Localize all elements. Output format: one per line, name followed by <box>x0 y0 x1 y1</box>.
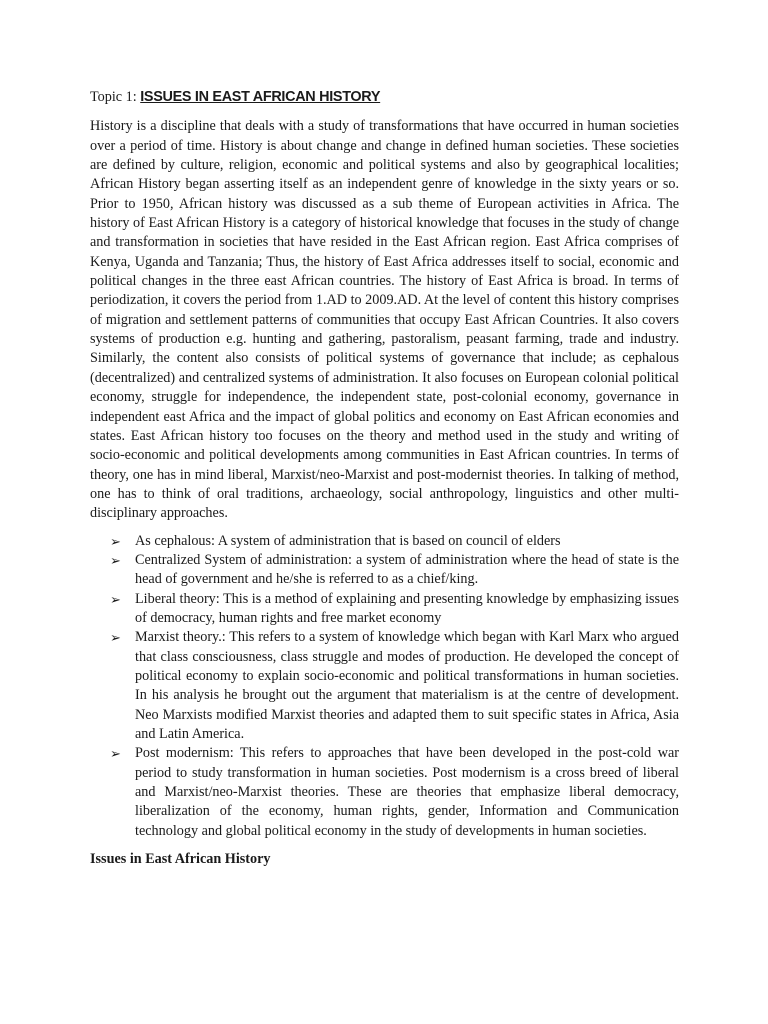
arrow-bullet-icon: ➢ <box>110 552 121 568</box>
topic-title: ISSUES IN EAST AFRICAN HISTORY <box>140 89 381 105</box>
section-heading: Issues in East African History <box>90 851 271 868</box>
arrow-bullet-icon: ➢ <box>110 591 121 607</box>
document-page <box>90 88 679 869</box>
list-item-text: Marxist theory.: This refers to a system of knowledge which began with Karl Marx who argued that class consciousness, class struggle and modes of production. He developed the concept of political economy to explain socio-economic and political transformations in human societies. In his analysis he brought out the argument that materialism is at the centre of development. Neo Marxists modified Marxist theories and adapted them to suit specific states in Africa, Asia and Latin America. <box>135 629 679 742</box>
topic-prefix: Topic 1: <box>90 89 141 105</box>
definition-list <box>90 532 679 842</box>
list-item <box>90 551 679 590</box>
list-item <box>90 590 679 629</box>
list-item <box>90 744 679 841</box>
list-item-text: Post modernism: This refers to approaches that have been developed in the post-cold war period to study transformation in human societies. Post modernism is a cross breed of liberal and Marxist/neo-Marxist theories. These are theories that emphasize liberal democracy, liberalization of the economy, human rights, gender, Information and Communication technology and global political economy in the study of developments in human societies. <box>135 745 679 839</box>
topic-line <box>90 88 679 107</box>
arrow-bullet-icon: ➢ <box>110 746 121 762</box>
list-item-text: Centralized System of administration: a system of administration where the head of state is the head of government and he/she is referred to as a chief/king. <box>135 551 679 588</box>
list-item <box>90 628 679 744</box>
list-item <box>90 532 679 551</box>
intro-paragraph: History is a discipline that deals with a study of transformations that have occurred in human societies over a period of time. History is about change and change in defined human societies. These societies are defined by culture, religion, economic and political systems and also by geographical localities; African History began asserting itself as an independent genre of knowledge in the sixty years or so. Prior to 1950, African history was discussed as a sub theme of European activities in Africa. The history of East African History is a category of historical knowledge that focuses in the study of change and transformation in societies that have resided in the East African region. East Africa comprises of Kenya, Uganda and Tanzania; Thus, the history of East Africa addresses itself to social, economic and political changes in the three east African countries. The history of East Africa is broad. In terms of periodization, it covers the period from 1.AD to 2009.AD. At the level of content this history comprises of migration and settlement patterns of communities that occupy East African Countries. It also covers systems of production e.g. hunting and gathering, pastoralism, peasant farming, trade and industry. Similarly, the content also consists of political systems of governance that include; as cephalous (decentralized) and centralized systems of administration. It also focuses on European colonial political economy, struggle for independence, the independent state, post-colonial economy, governance in independent east Africa and the impact of global politics and economy on East African economies and states. East African history too focuses on the theory and method used in the study and writing of socio-economic and political developments among communities in East African countries. In terms of theory, one has in mind liberal, Marxist/neo-Marxist and post-modernist theories. In talking of method, one has to think of oral traditions, archaeology, social anthropology, linguistics and other multi-disciplinary approaches. <box>90 118 679 522</box>
arrow-bullet-icon: ➢ <box>110 533 121 549</box>
list-item-text: As cephalous: A system of administration that is based on council of elders <box>135 532 561 549</box>
list-item-text: Liberal theory: This is a method of explaining and presenting knowledge by emphasizing issues of democracy, human rights and free market economy <box>135 590 679 626</box>
arrow-bullet-icon: ➢ <box>110 630 121 646</box>
